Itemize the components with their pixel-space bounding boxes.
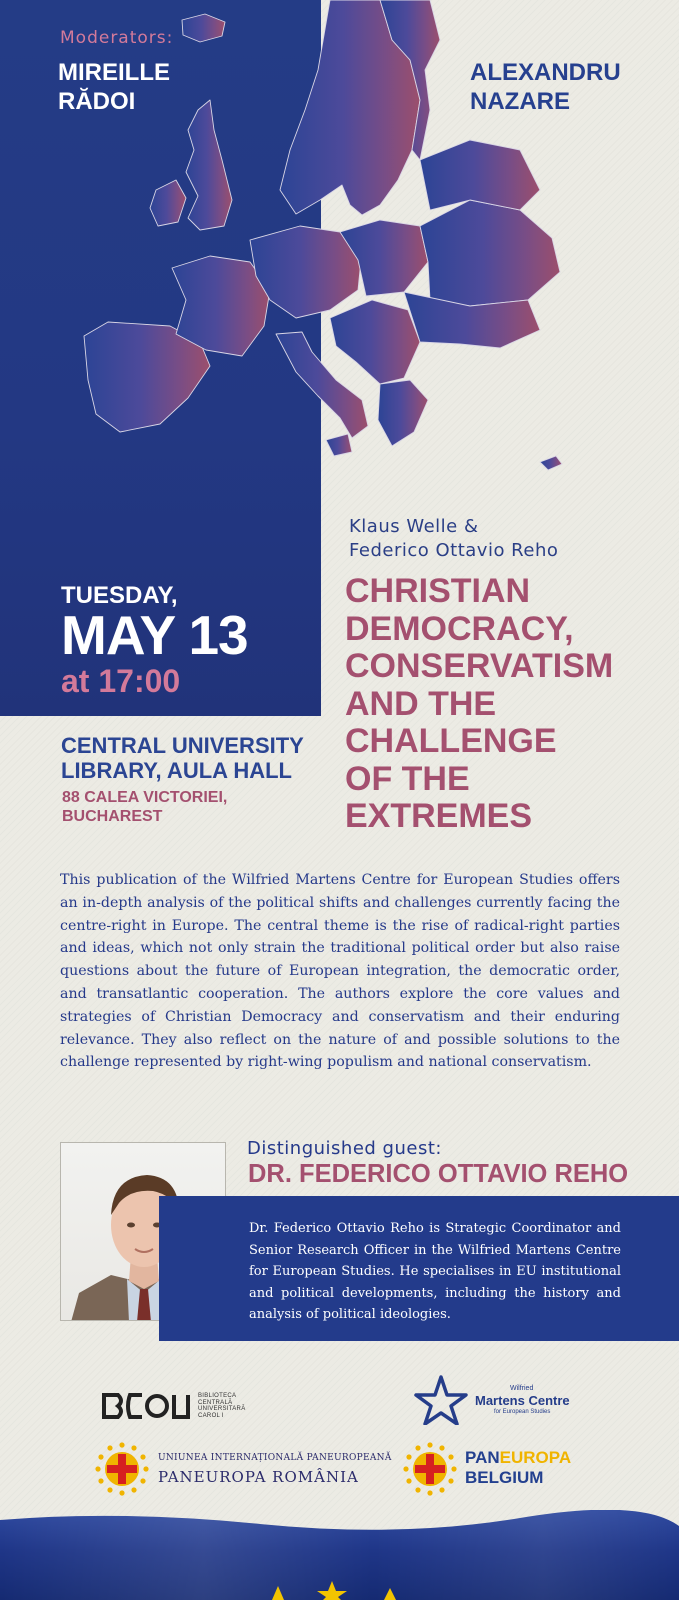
paneuropa-pan: PAN bbox=[465, 1448, 500, 1467]
event-date: MAY 13 bbox=[61, 604, 248, 666]
martens-logo-sub: for European Studies bbox=[494, 1409, 551, 1415]
event-time: at 17:00 bbox=[61, 663, 181, 699]
moderator-name: ALEXANDRU NAZARE bbox=[470, 59, 621, 115]
paneuropa-emblem-icon bbox=[402, 1441, 458, 1497]
paneuropa-romania-line2: PANEUROPA ROMÂNIA bbox=[158, 1468, 359, 1486]
book-title: CHRISTIAN DEMOCRACY, CONSERVATISM AND THE CHALLENGE OF THE EXTREMES bbox=[345, 572, 614, 835]
paneuropa-emblem-icon bbox=[94, 1441, 150, 1497]
moderator-name: MIREILLE RĂDOI bbox=[58, 59, 170, 115]
moderators-label: Moderators: bbox=[60, 28, 174, 48]
bcu-logo-text: BIBLIOTECA CENTRALĂ UNIVERSITARĂ CAROL I bbox=[198, 1393, 246, 1419]
martens-logo-small: Wilfried bbox=[510, 1385, 534, 1392]
paneuropa-romania-line1: UNIUNEA INTERNAȚIONALĂ PANEUROPEANĂ bbox=[158, 1453, 392, 1463]
event-venue: CENTRAL UNIVERSITY LIBRARY, AULA HALL bbox=[61, 733, 304, 783]
guest-label: Distinguished guest: bbox=[247, 1138, 442, 1159]
paneuropa-belgium-country: BELGIUM bbox=[465, 1468, 544, 1487]
book-authors: Klaus Welle & Federico Ottavio Reho bbox=[349, 516, 559, 561]
eu-flag-banner bbox=[0, 1510, 679, 1600]
publication-description: This publication of the Wilfried Martens Centre for European Studies offers an in-depth analysis of the political shifts and challenges currently facing the centre-right in Europe. The central theme is the rise of radical-right parties and ideas, which not only strain the traditional political order but also raise questions about the future of European integration, the democratic order, and transatlantic cooperation. The authors explore the core values and strategies of Christian Democracy and conservatism and their enduring relevance. They also reflect on the nature of and possible solutions to the challenge represented by right-wing populism and national conservatism. bbox=[60, 872, 620, 1071]
bcu-logo-icon bbox=[100, 1391, 192, 1421]
martens-logo-name: Martens Centre bbox=[475, 1393, 570, 1408]
guest-name: DR. FEDERICO OTTAVIO REHO bbox=[248, 1160, 629, 1188]
paneuropa-belgium-wordmark bbox=[465, 1448, 571, 1468]
event-address: 88 CALEA VICTORIEI, BUCHAREST bbox=[62, 789, 228, 825]
paneuropa-europa: EUROPA bbox=[499, 1448, 572, 1467]
martens-star-icon bbox=[414, 1375, 468, 1425]
guest-bio: Dr. Federico Ottavio Reho is Strategic Coordinator and Senior Research Officer in the Wilfried Martens Centre for European Studies. He specialises in EU institutional and political developments, including the history and analysis of political ideologies. bbox=[249, 1221, 621, 1323]
event-day: TUESDAY, bbox=[61, 582, 178, 609]
